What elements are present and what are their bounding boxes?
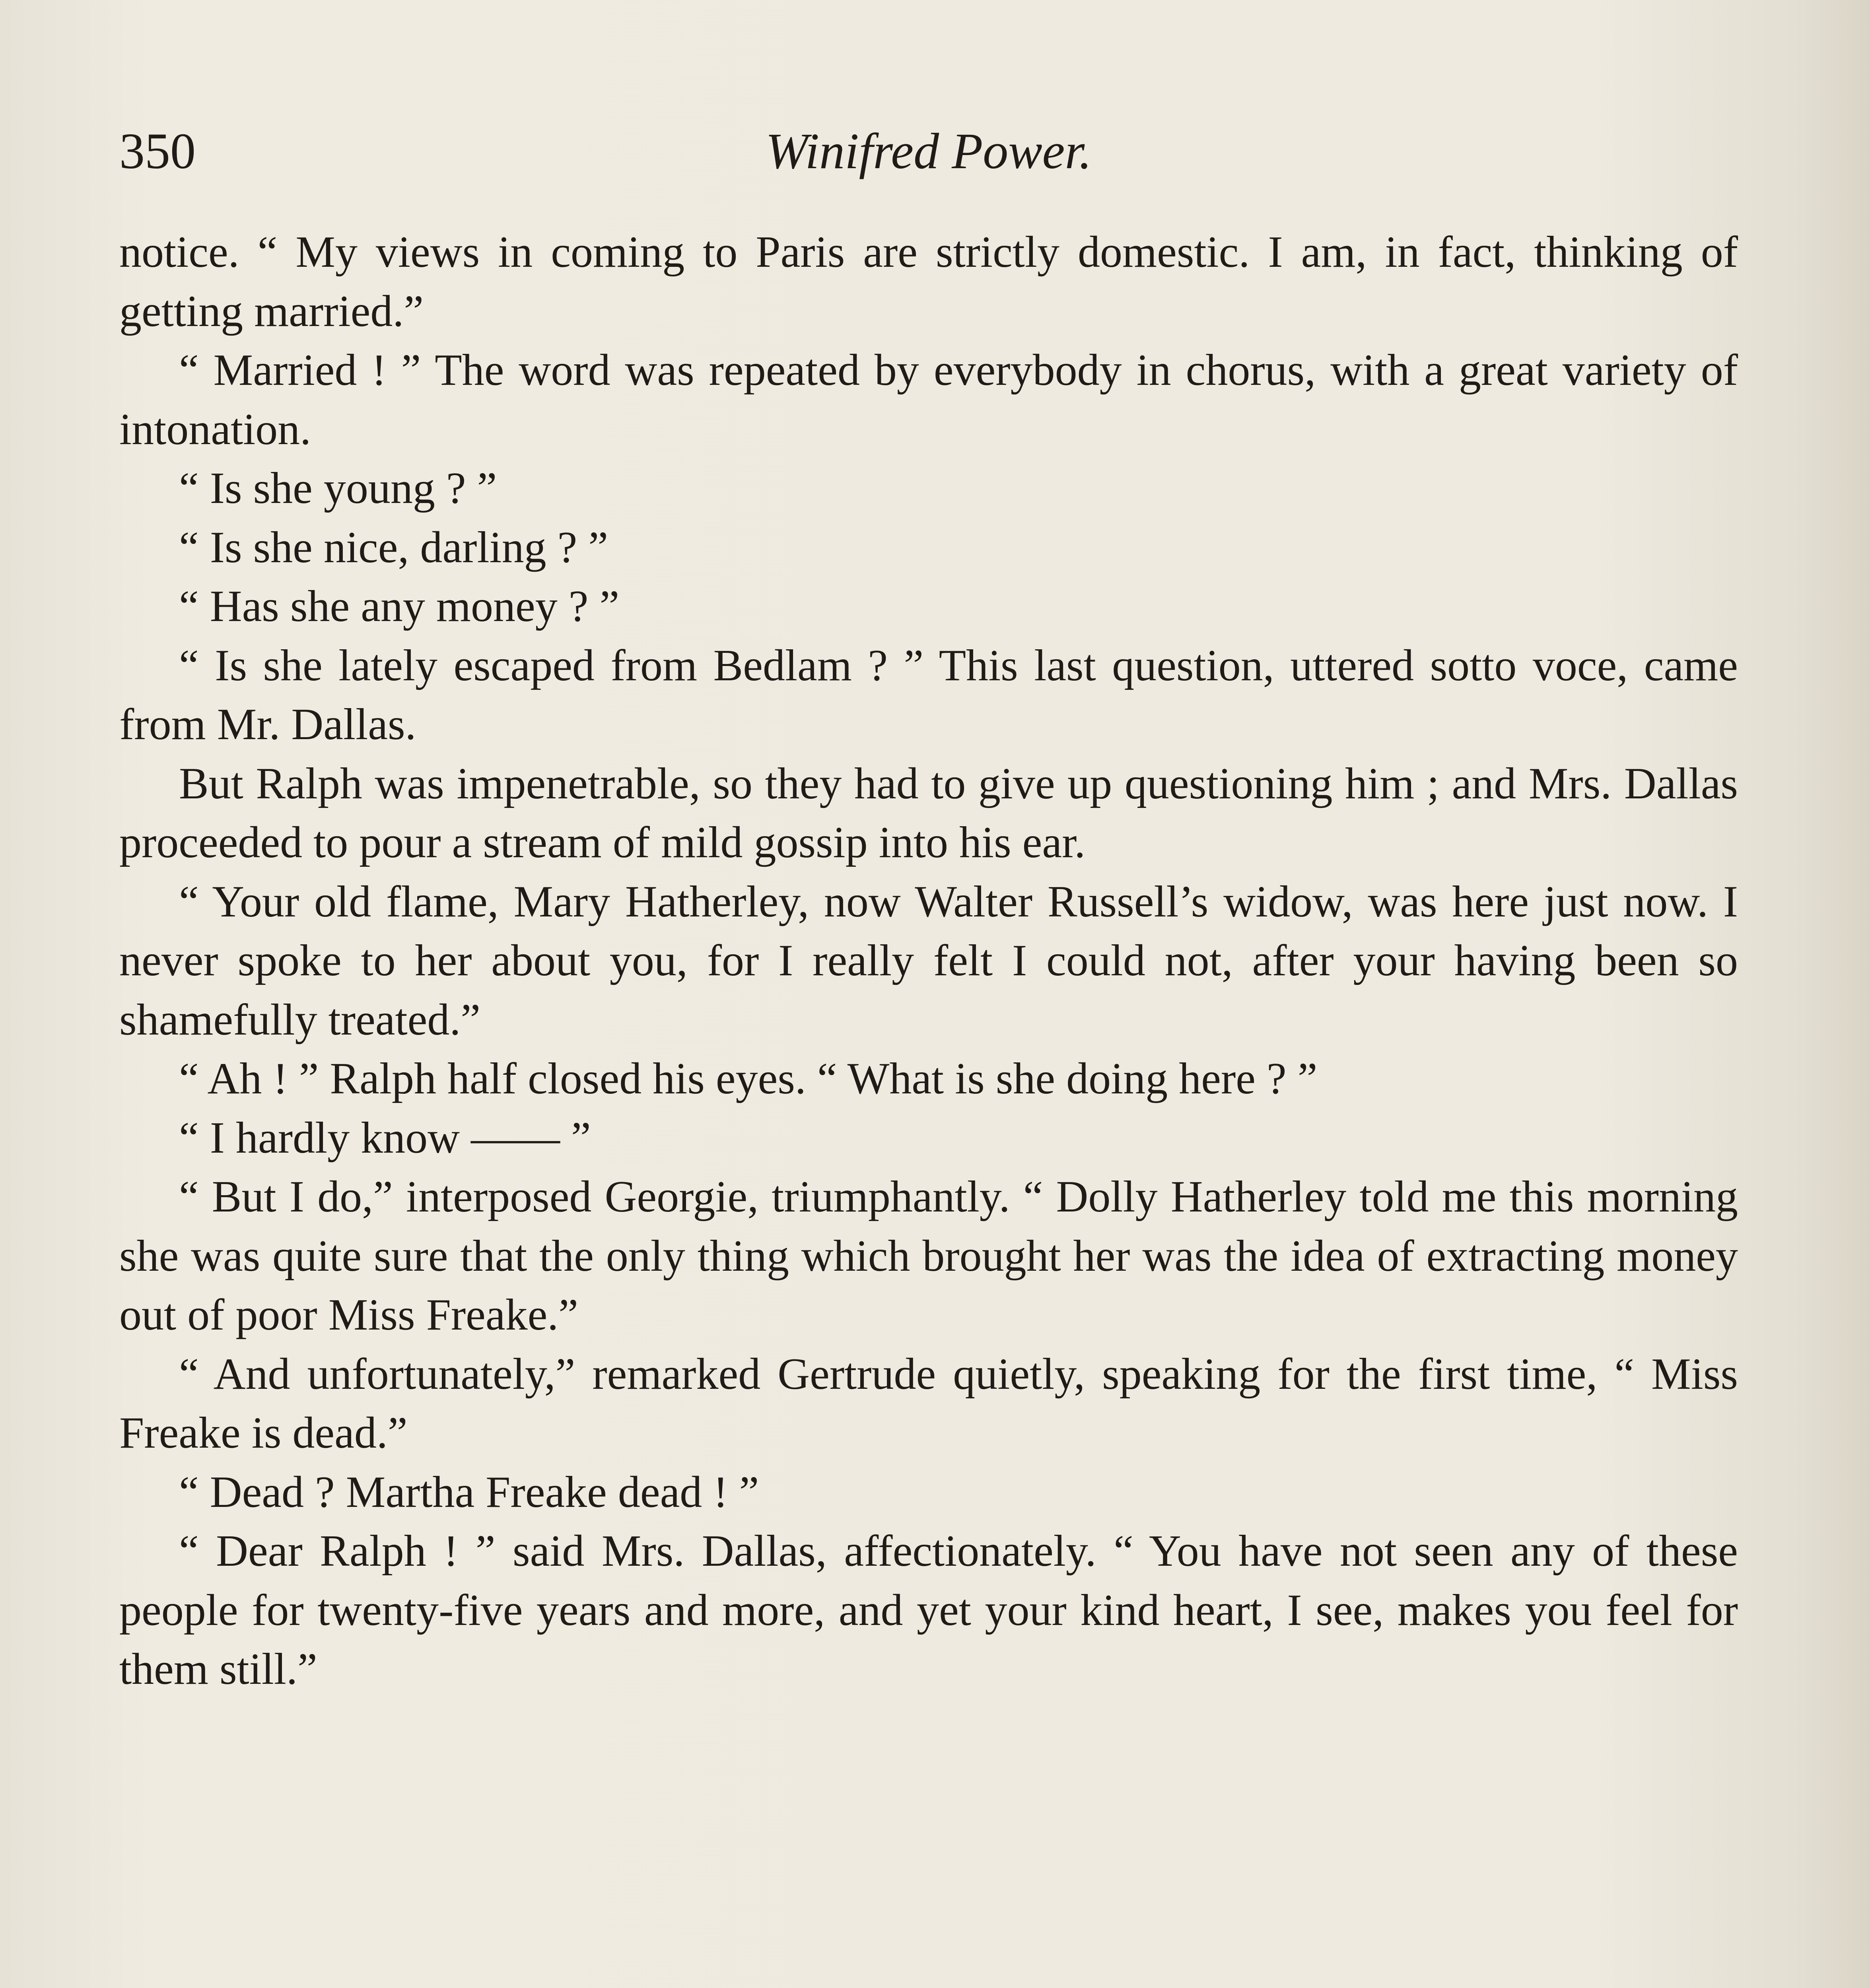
paragraph: notice. “ My views in coming to Paris are strictly domestic. I am, in fact, thinking of getting married.” [119, 227, 1738, 336]
paragraph: “ Ah ! ” Ralph half closed his eyes. “ What is she doing here ? ” [179, 1054, 1318, 1103]
paragraph: “ Dead ? Martha Freake dead ! ” [179, 1467, 759, 1517]
paragraph: “ I hardly know —— ” [179, 1113, 591, 1163]
paragraph: “ Has she any money ? ” [179, 582, 620, 631]
paragraph: “ But I do,” interposed Georgie, triumphantly. “ Dolly Hatherley told me this morning she was quite sure that the only thing which brought her was the idea of extracting money out of poor Miss Freake.” [119, 1172, 1738, 1340]
body-text [119, 223, 1738, 1699]
paragraph: But Ralph was impenetrable, so they had to give up questioning him ; and Mrs. Dallas proceeded to pour a stream of mild gossip into his ear. [119, 759, 1738, 867]
page-number: 350 [119, 123, 196, 179]
paragraph: “ And unfortunately,” remarked Gertrude quietly, speaking for the first time, “ Miss Freake is dead.” [119, 1349, 1738, 1458]
page-header [119, 115, 1738, 187]
running-title: Winifred Power. [765, 123, 1092, 179]
paragraph: “ Is she lately escaped from Bedlam ? ” This last question, uttered sotto voce, came from Mr. Dallas. [119, 641, 1738, 749]
paragraph: “ Is she young ? ” [179, 464, 497, 513]
paragraph: “ Married ! ” The word was repeated by everybody in chorus, with a great variety of intonation. [119, 346, 1738, 454]
paragraph: “ Dear Ralph ! ” said Mrs. Dallas, affectionately. “ You have not seen any of these people for twenty-five years and more, and yet your kind heart, I see, makes you feel for them still.” [119, 1526, 1738, 1694]
paragraph: “ Your old flame, Mary Hatherley, now Walter Russell’s widow, was here just now. I never spoke to her about you, for I really felt I could not, after your having been so shamefully treated.” [119, 877, 1738, 1044]
paragraph: “ Is she nice, darling ? ” [179, 522, 608, 572]
